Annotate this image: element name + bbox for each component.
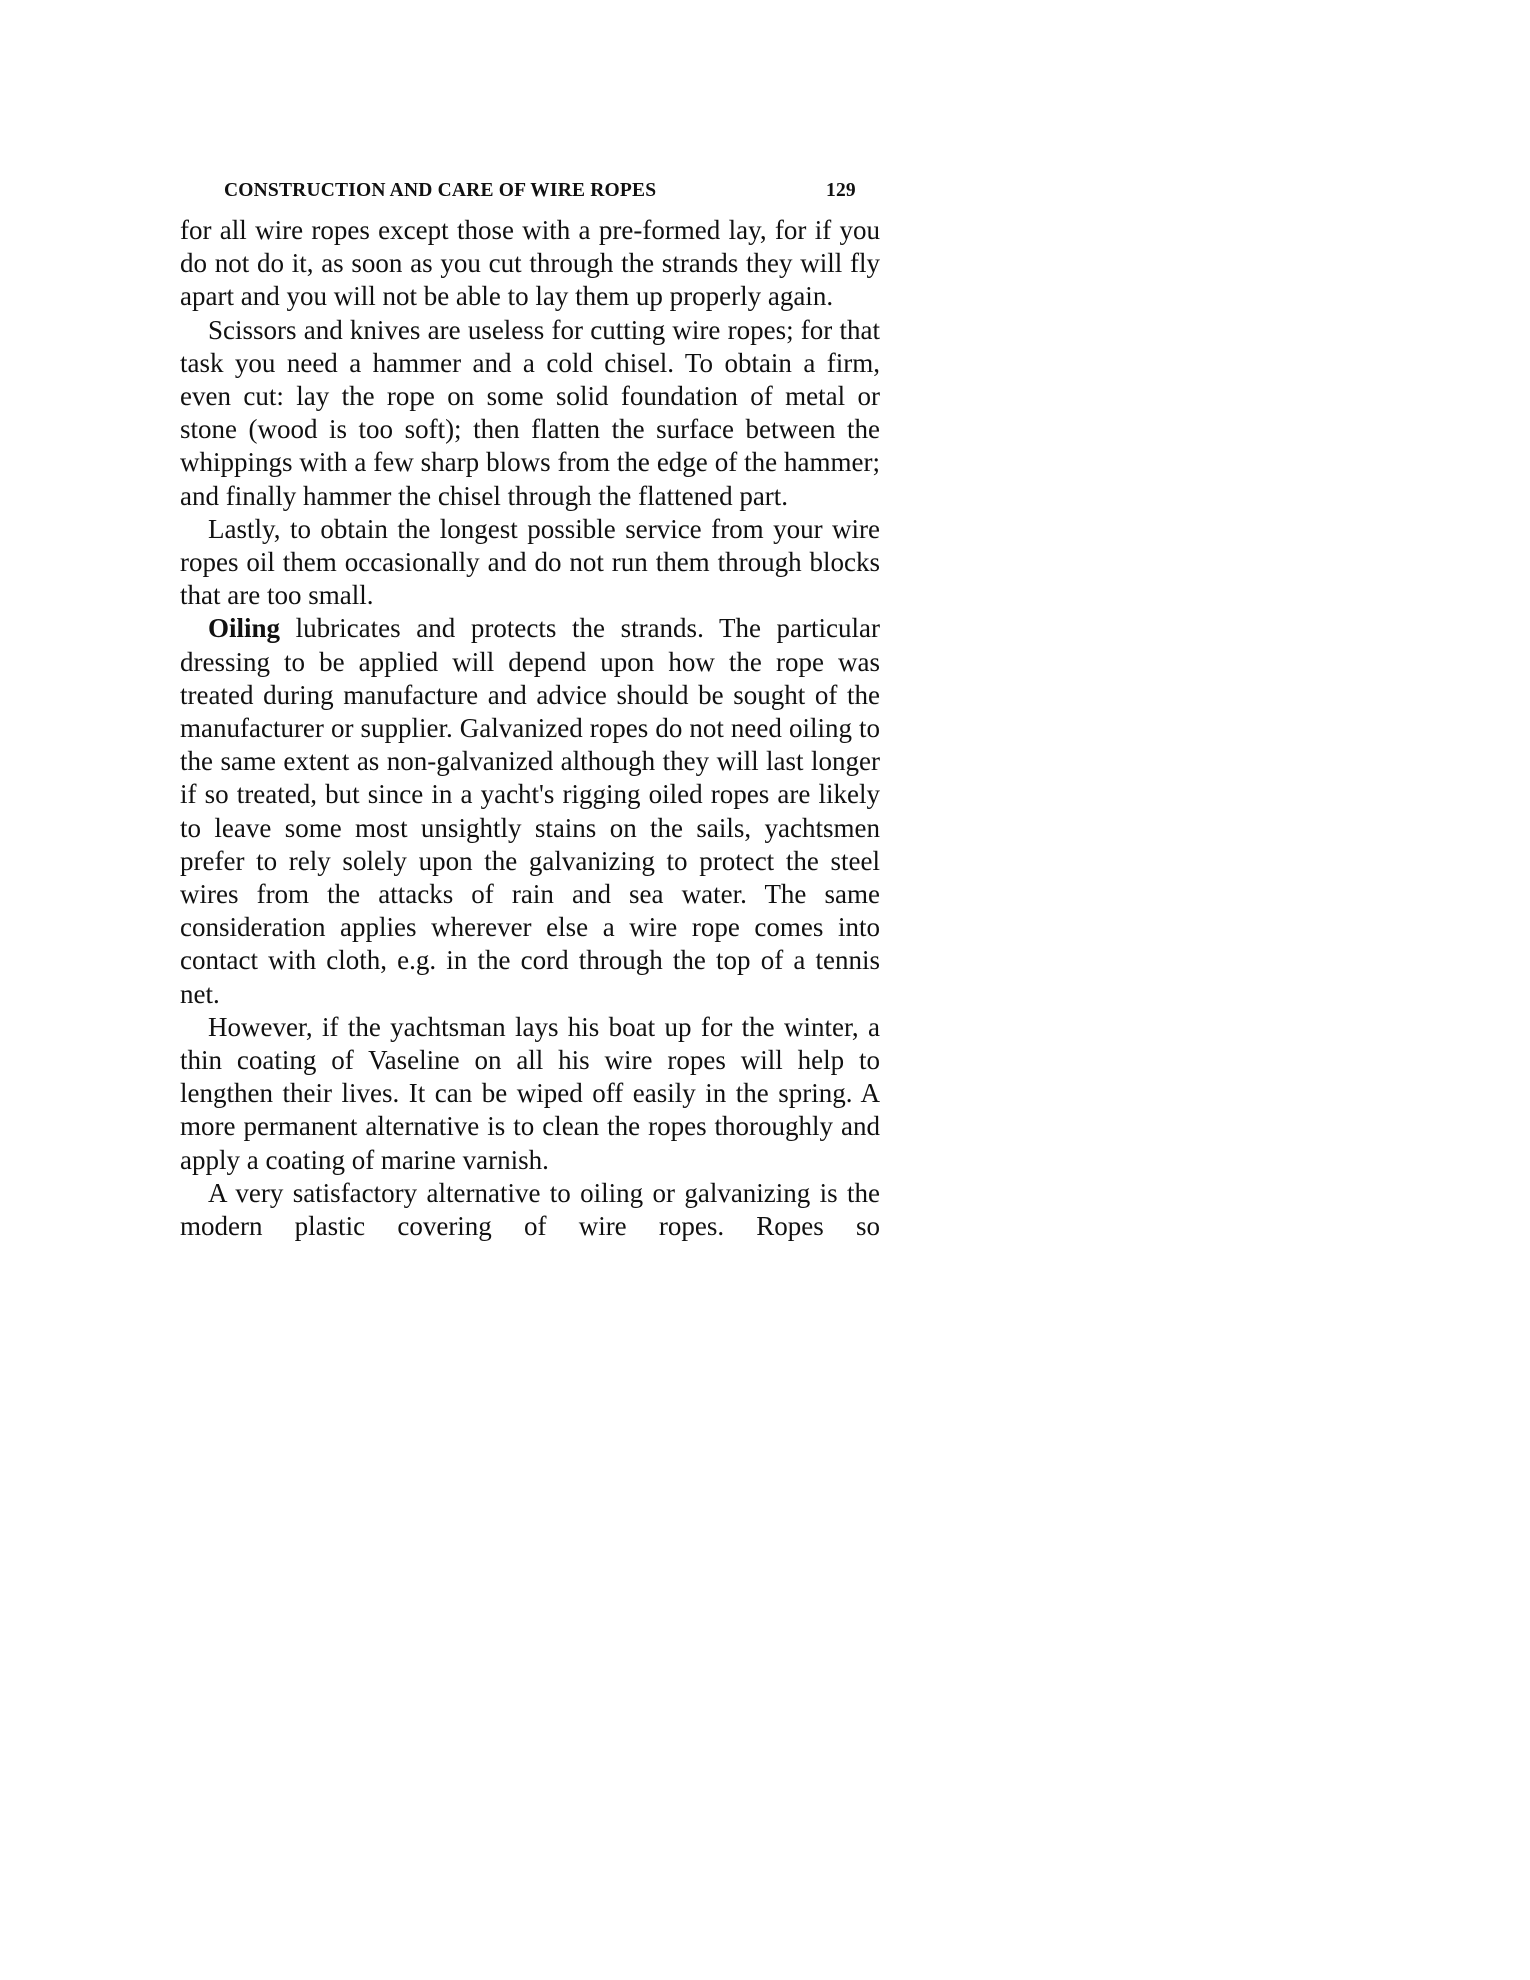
running-head	[180, 176, 880, 210]
paragraph-plastic-covering	[180, 1177, 880, 1243]
page-number: 129	[826, 180, 856, 201]
paragraph-continued	[180, 214, 880, 314]
paragraph-text: lubricates and protects the strands. The particular dressing to be applied will depend upon how the rope was treated during manufacture and advice should be sought of the manufacturer or supplier. Galvanized ropes do not need oiling to the same extent as non-galvanized although they will last longer if so treated, but since in a yacht's rigging oiled ropes are likely to leave some most unsightly stains on the sails, yachtsmen prefer to rely solely upon the galvanizing to protect the steel wires from the attacks of rain and sea water. The same consideration applies wherever else a wire rope comes into contact with cloth, e.g. in the cord through the top of a tennis net.	[180, 613, 880, 1009]
paragraph-text: Scissors and knives are useless for cutting wire ropes; for that task you need a hammer and a cold chisel. To obtain a firm, even cut: lay the rope on some solid foundation of metal or stone (wood is too soft); then flatten the surface between the whippings with a few sharp blows from the edge of the hammer; and finally hammer the chisel through the flattened part.	[180, 314, 880, 511]
body-text	[180, 214, 880, 1243]
paragraph-text: for all wire ropes except those with a pre-formed lay, for if you do not do it, as soon as you cut through the strands they will fly apart and you will not be able to lay them up properly again.	[180, 215, 880, 312]
paragraph-text: Lastly, to obtain the longest possible service from your wire ropes oil them occasionally and do not run them through blocks that are too small.	[180, 513, 880, 611]
running-head-title: CONSTRUCTION AND CARE OF WIRE ROPES	[224, 180, 657, 201]
paragraph-oiling	[180, 612, 880, 1010]
book-page	[180, 176, 880, 1243]
paragraph-winter	[180, 1011, 880, 1177]
paragraph-text: A very satisfactory alternative to oiling or galvanizing is the modern plastic covering of wire ropes. Ropes so	[180, 1177, 880, 1242]
paragraph-service	[180, 513, 880, 613]
paragraph-cutting	[180, 314, 880, 513]
paragraph-text: However, if the yachtsman lays his boat up for the winter, a thin coating of Vaseline on all his wire ropes will help to lengthen their lives. It can be wiped off easily in the spring. A more permanent alternative is to clean the ropes thoroughly and apply a coating of marine varnish.	[180, 1011, 880, 1175]
run-in-heading: Oiling	[208, 613, 281, 644]
